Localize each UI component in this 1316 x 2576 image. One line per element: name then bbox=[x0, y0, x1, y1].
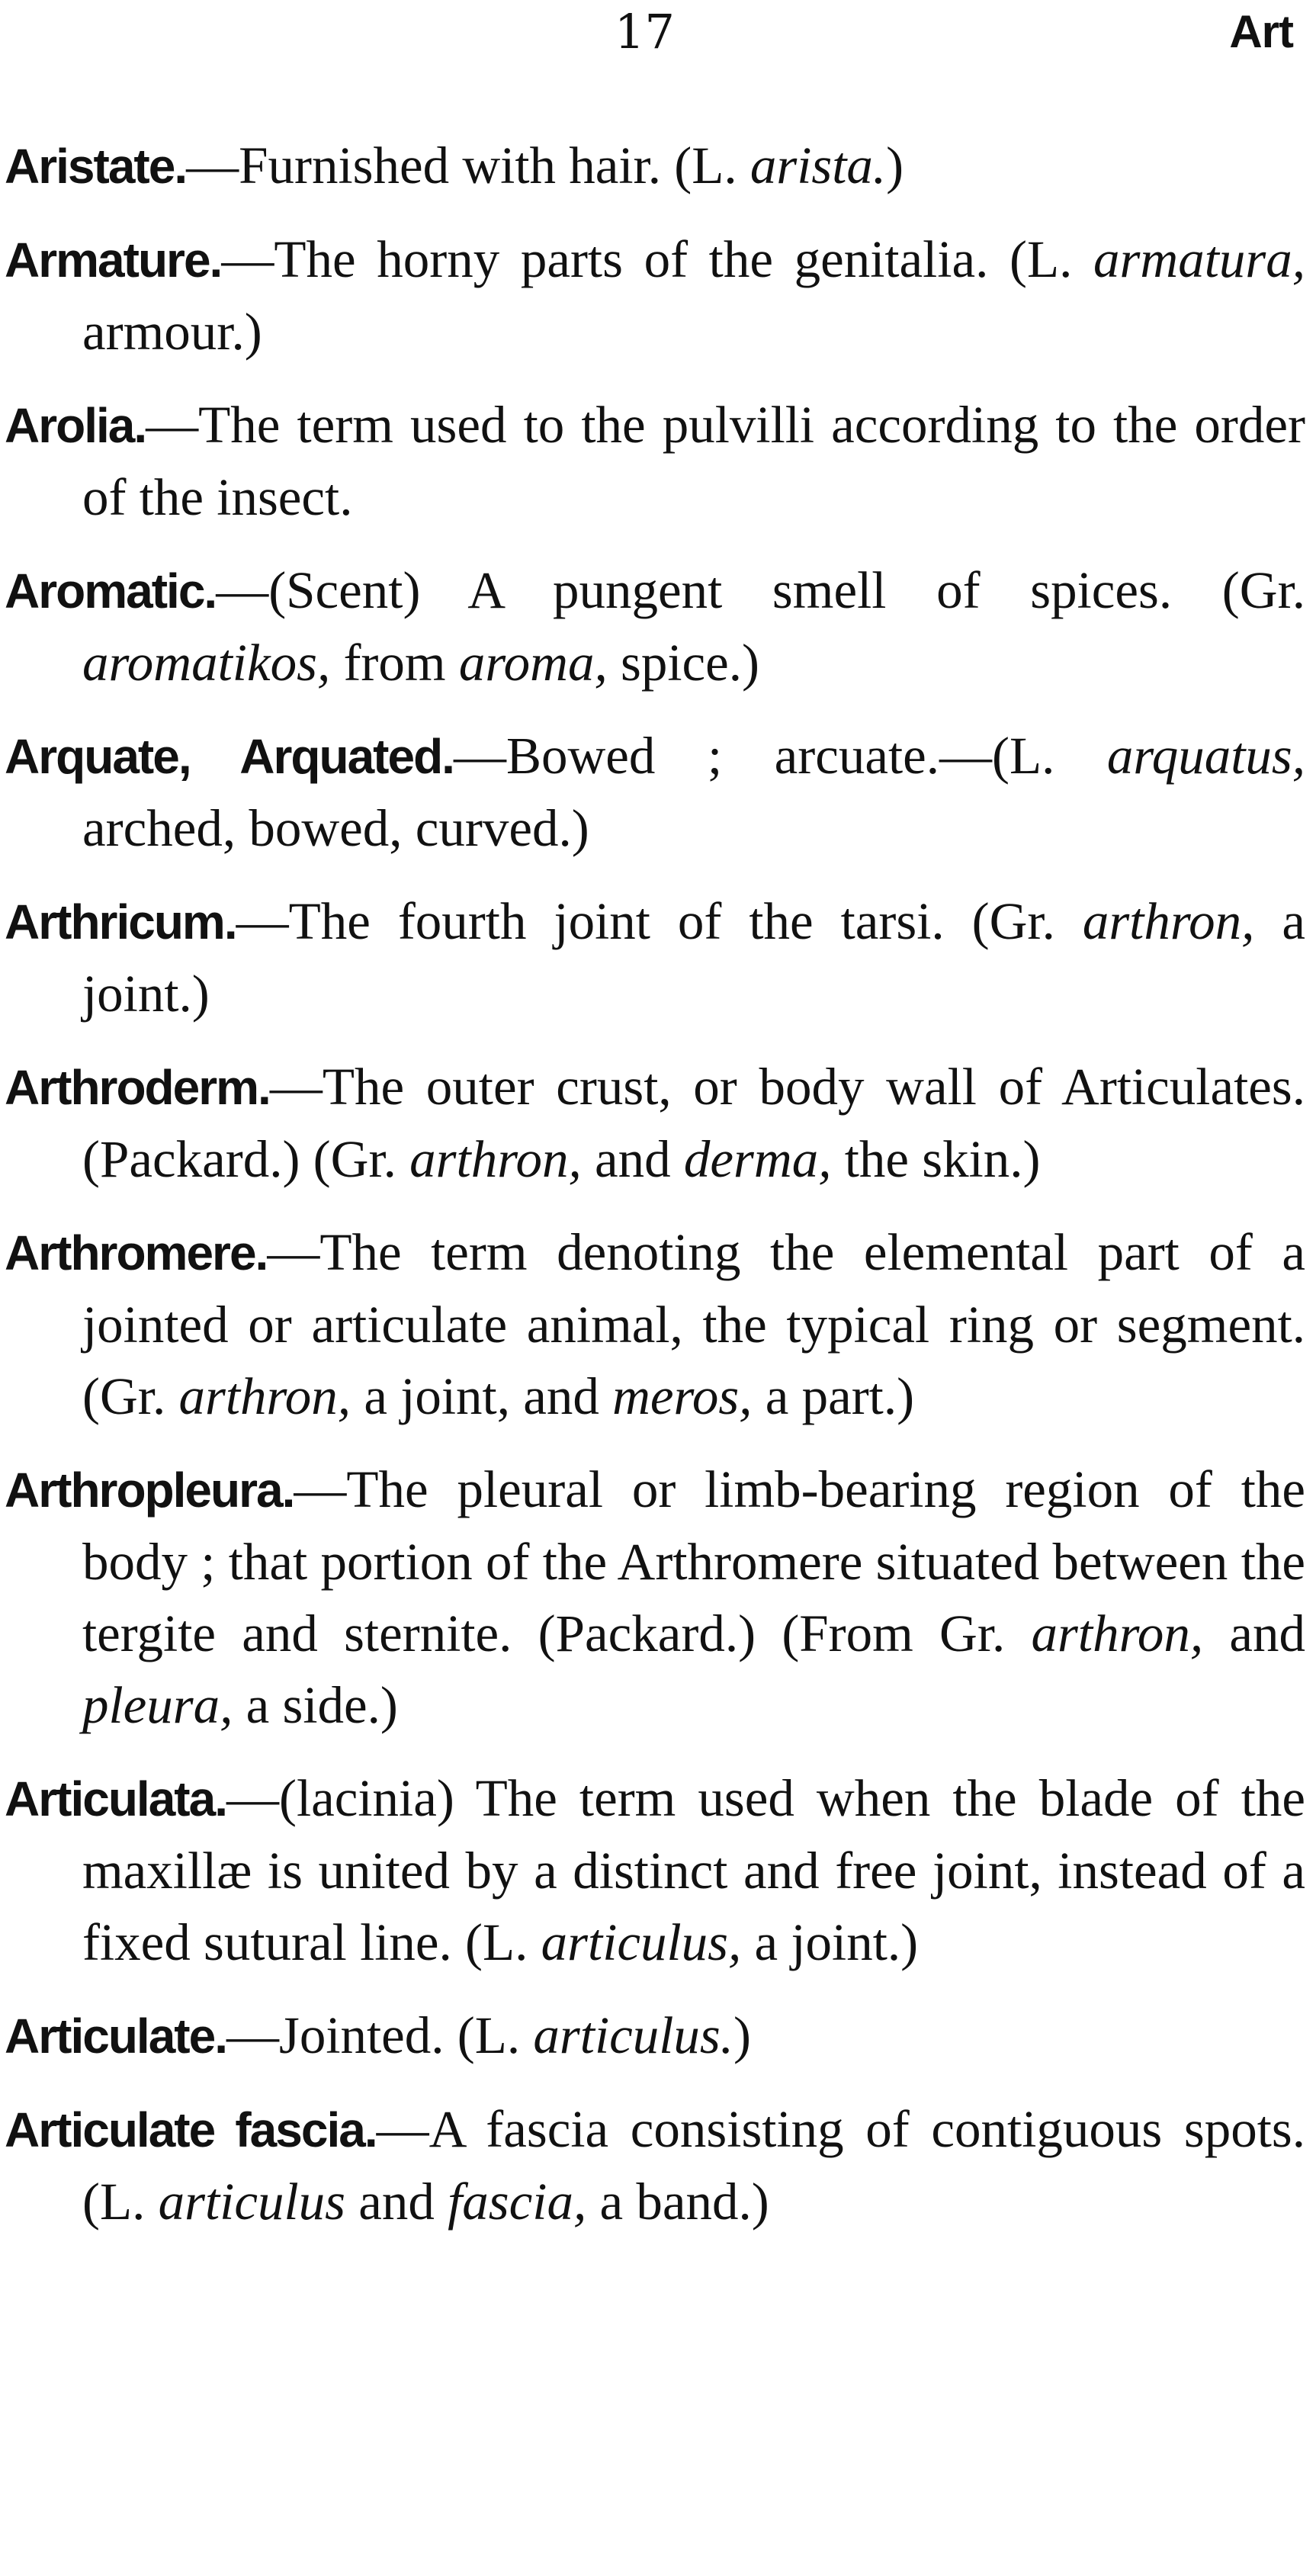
entry-arthroderm bbox=[0, 1051, 1316, 1195]
page-number: 17 bbox=[615, 4, 675, 59]
entry-headword: Arquate, Arquated. bbox=[5, 729, 454, 784]
entry-headword: Aromatic. bbox=[5, 564, 217, 618]
entry-italic-term: aromatikos, bbox=[82, 634, 331, 692]
entry-headword: Arolia. bbox=[5, 398, 146, 453]
entry-italic-term: arthron, bbox=[1031, 1604, 1204, 1662]
entry-italic-term: articulus, bbox=[541, 1913, 742, 1971]
entry-text: armour.) bbox=[82, 303, 262, 361]
entry-italic-term: armatura, bbox=[1093, 230, 1305, 288]
entry-text: —The term denoting the elemental part of a jointed or articulate animal, the typical ring or segment. (Gr. bbox=[82, 1223, 1305, 1425]
entry-text: —The fourth joint of the tarsi. (Gr. bbox=[236, 892, 1083, 950]
entry-text: the skin.) bbox=[831, 1130, 1041, 1188]
entry-italic-term: meros, bbox=[612, 1367, 753, 1425]
entry-articulata bbox=[0, 1762, 1316, 1978]
entry-text: a joint, and bbox=[351, 1367, 613, 1425]
entry-arolia bbox=[0, 389, 1316, 533]
entry-text: —The term used to the pulvilli according to the order of the insect. bbox=[82, 396, 1305, 526]
entry-headword: Aristate. bbox=[5, 139, 187, 194]
entry-list bbox=[0, 130, 1316, 2259]
entry-text: from bbox=[330, 634, 459, 692]
entry-italic-term: arthron, bbox=[409, 1130, 582, 1188]
entry-headword: Arthropleura. bbox=[5, 1463, 294, 1518]
entry-arquate bbox=[0, 720, 1316, 864]
entry-articulate-fascia bbox=[0, 2093, 1316, 2237]
entry-italic-term: pleura, bbox=[82, 1676, 233, 1734]
entry-armature bbox=[0, 223, 1316, 368]
entry-text: and bbox=[345, 2173, 448, 2231]
entry-text: a joint.) bbox=[82, 892, 1305, 1023]
entry-headword: Arthromere. bbox=[5, 1225, 268, 1280]
entry-headword: Arthricum. bbox=[5, 895, 236, 949]
entry-italic-term: articulus bbox=[158, 2173, 345, 2231]
entry-aristate bbox=[0, 130, 1316, 202]
entry-text: and bbox=[581, 1130, 684, 1188]
entry-text: ) bbox=[886, 137, 904, 194]
entry-arthromere bbox=[0, 1216, 1316, 1432]
entry-text: a side.) bbox=[233, 1676, 398, 1734]
entry-italic-term: arquatus, bbox=[1106, 727, 1305, 785]
entry-arthropleura bbox=[0, 1453, 1316, 1741]
entry-text: —Furnished with hair. (L. bbox=[186, 137, 750, 194]
entry-text: —The horny parts of the genitalia. (L. bbox=[221, 230, 1094, 288]
entry-text: and bbox=[1203, 1604, 1305, 1662]
entry-headword: Articulata. bbox=[5, 1771, 226, 1826]
entry-text: —Bowed ; arcuate.—(L. bbox=[453, 727, 1107, 785]
running-head bbox=[0, 2, 1316, 63]
entry-headword: Articulate. bbox=[5, 2009, 226, 2064]
entry-text: arched, bowed, curved.) bbox=[82, 799, 589, 857]
entry-arthricum bbox=[0, 885, 1316, 1029]
entry-text: a part.) bbox=[752, 1367, 915, 1425]
entry-headword: Arthroderm. bbox=[5, 1060, 270, 1115]
entry-text: a band.) bbox=[586, 2173, 769, 2231]
entry-italic-term: fascia, bbox=[448, 2173, 587, 2231]
entry-aromatic bbox=[0, 554, 1316, 699]
entry-text: ) bbox=[733, 2006, 751, 2064]
entry-headword: Armature. bbox=[5, 233, 222, 287]
entry-italic-term: articulus. bbox=[533, 2006, 734, 2064]
entry-text: —Jointed. (L. bbox=[226, 2006, 534, 2064]
entry-text: —A fascia consisting of contiguous spots. (L. bbox=[82, 2100, 1306, 2231]
entry-text: —(lacinia) The term used when the blade of the maxillæ is united by a distinct and free joint, instead of a fixed sutural line. (L. bbox=[82, 1769, 1305, 1971]
entry-italic-term: aroma, bbox=[458, 634, 608, 692]
entry-text: a joint.) bbox=[741, 1913, 919, 1971]
entry-text: —The outer crust, or body wall of Articulates. (Packard.) (Gr. bbox=[82, 1058, 1305, 1188]
entry-text: —(Scent) A pungent smell of spices. (Gr. bbox=[216, 561, 1305, 619]
entry-italic-term: arthron, bbox=[178, 1367, 351, 1425]
entry-text: spice.) bbox=[607, 634, 759, 692]
entry-italic-term: arista. bbox=[749, 137, 887, 194]
entry-headword: Articulate fascia. bbox=[5, 2102, 377, 2157]
guide-word: Art bbox=[1229, 6, 1293, 57]
entry-italic-term: derma, bbox=[683, 1130, 832, 1188]
entry-articulate bbox=[0, 1999, 1316, 2072]
entry-italic-term: arthron, bbox=[1082, 892, 1255, 950]
entry-text: —The pleural or limb-bearing region of the body ; that portion of the Arthromere situated between the tergite and sternite. (Packard.) (From Gr. bbox=[82, 1460, 1305, 1662]
